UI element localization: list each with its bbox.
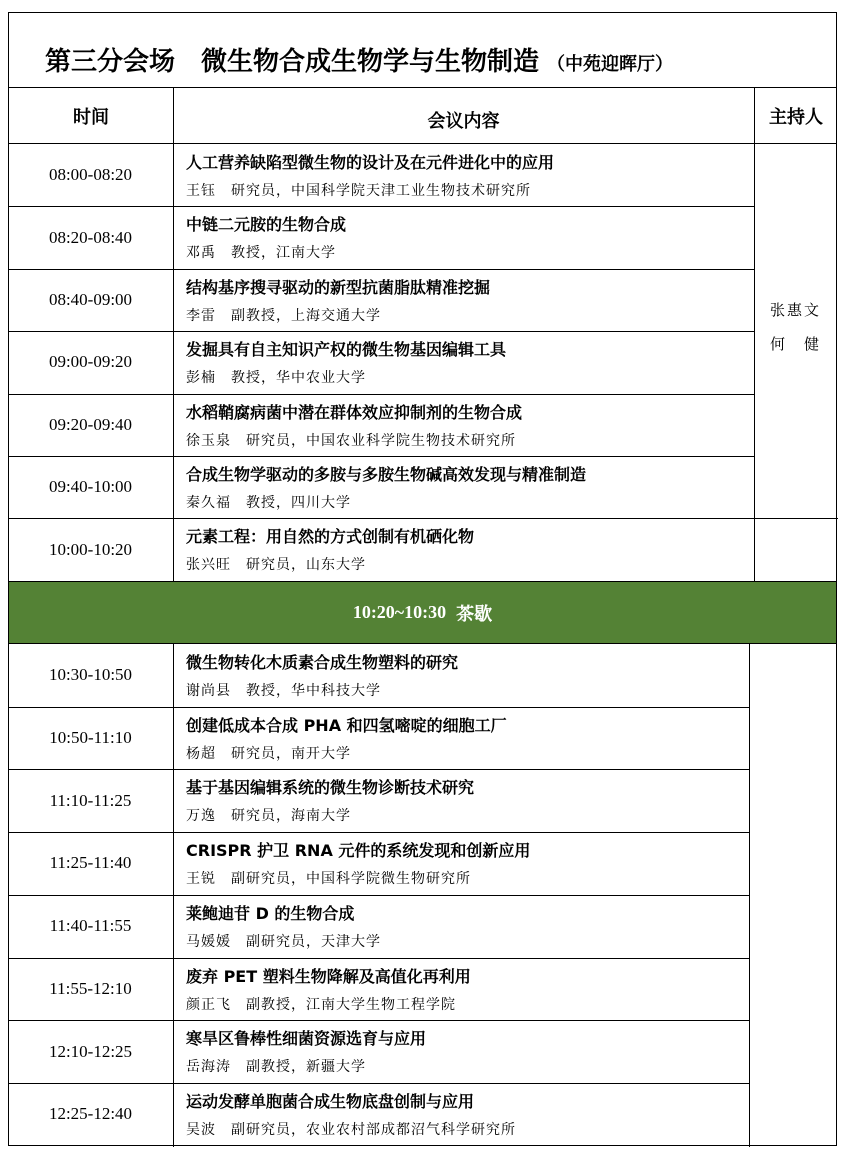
row-divider <box>754 518 838 519</box>
column-divider <box>173 644 174 1147</box>
host-names <box>754 293 837 361</box>
talk-title: 创建低成本合成 PHA 和四氢嘧啶的细胞工厂 <box>186 715 507 735</box>
talk-title: 微生物转化木质素合成生物塑料的研究 <box>186 653 459 672</box>
schedule-table <box>8 12 837 1146</box>
host-name: 何 健 <box>769 335 821 353</box>
talk-title: 莱鲍迪苷 D 的生物合成 <box>186 903 355 923</box>
tea-break-label: 茶歇 <box>456 603 493 625</box>
talk-title: 废弃 PET 塑料生物降解及高值化再利用 <box>186 966 471 986</box>
talk-speaker: 徐玉泉 研究员，中国农业科学院生物技术研究所 <box>186 432 516 449</box>
time-slot: 11:10-11:25 <box>49 790 132 810</box>
column-header-row <box>9 88 836 144</box>
row-divider <box>9 769 749 770</box>
column-divider <box>173 88 174 581</box>
time-slot: 08:20-08:40 <box>48 227 133 247</box>
talk-title: 水稻鞘腐病菌中潜在群体效应抑制剂的生物合成 <box>186 402 523 422</box>
talk-speaker: 王锐 副研究员，中国科学院微生物研究所 <box>186 871 471 888</box>
row-divider <box>9 331 754 332</box>
talk-speaker: 秦久福 教授，四川大学 <box>186 495 351 511</box>
venue-label: （中苑迎晖厅） <box>547 54 674 75</box>
talk-title: 元素工程：用自然的方式创制有机硒化物 <box>186 527 475 547</box>
time-slot: 11:55-12:10 <box>49 978 132 998</box>
talk-title: 寒旱区鲁棒性细菌资源选育与应用 <box>186 1029 427 1049</box>
time-slot: 10:30-10:50 <box>48 665 133 685</box>
tea-break-row <box>9 581 836 644</box>
time-slot: 10:50-11:10 <box>49 728 132 748</box>
title-row <box>9 13 836 88</box>
time-slot: 11:40-11:55 <box>49 916 132 936</box>
talk-title: 中链二元胺的生物合成 <box>186 215 347 235</box>
talk-speaker: 马媛媛 副研究员，天津大学 <box>186 933 381 950</box>
talk-speaker: 颜正飞 副教授，江南大学生物工程学院 <box>186 996 456 1013</box>
column-divider <box>754 88 755 581</box>
row-divider <box>9 1020 749 1021</box>
talk-title: 运动发酵单胞菌合成生物底盘创制与应用 <box>186 1091 475 1111</box>
host-name: 张惠文 <box>769 301 821 319</box>
session-title <box>45 41 673 78</box>
talk-title: 结构基序搜寻驱动的新型抗菌脂肽精准挖掘 <box>186 277 491 297</box>
time-slot: 12:25-12:40 <box>48 1104 133 1124</box>
talk-title: 合成生物学驱动的多胺与多胺生物碱高效发现与精准制造 <box>186 465 587 484</box>
column-header-time: 时间 <box>73 107 109 128</box>
column-header-host: 主持人 <box>769 107 823 128</box>
row-divider <box>9 832 749 833</box>
time-slot: 08:00-08:20 <box>48 165 133 185</box>
row-divider <box>9 206 754 207</box>
column-header-content: 会议内容 <box>427 111 500 132</box>
row-divider <box>9 1083 749 1084</box>
row-divider <box>9 394 754 395</box>
talk-speaker: 万逸 研究员，海南大学 <box>186 808 351 825</box>
talk-speaker: 张兴旺 研究员，山东大学 <box>186 557 366 574</box>
session-title-text: 第三分会场 微生物合成生物学与生物制造 <box>45 47 540 77</box>
time-slot: 12:10-12:25 <box>48 1041 133 1061</box>
talk-speaker: 杨超 研究员，南开大学 <box>186 745 351 762</box>
talk-speaker: 岳海涛 副教授，新疆大学 <box>186 1059 366 1076</box>
talk-speaker: 彭楠 教授，华中农业大学 <box>186 370 366 387</box>
talk-title: CRISPR 护卫 RNA 元件的系统发现和创新应用 <box>186 841 531 861</box>
row-divider <box>9 707 749 708</box>
row-divider <box>9 895 749 896</box>
talk-title: 人工营养缺陷型微生物的设计及在元件进化中的应用 <box>186 153 555 172</box>
talk-speaker: 邓禹 教授，江南大学 <box>186 245 336 262</box>
talk-speaker: 吴波 副研究员，农业农村部成都沼气科学研究所 <box>186 1121 516 1138</box>
time-slot: 10:00-10:20 <box>48 539 133 559</box>
time-slot: 11:25-11:40 <box>49 853 132 873</box>
row-divider <box>9 456 754 457</box>
talk-title: 发掘具有自主知识产权的微生物基因编辑工具 <box>186 340 507 360</box>
time-slot: 09:00-09:20 <box>48 352 133 372</box>
talk-speaker: 王钰 研究员，中国科学院天津工业生物技术研究所 <box>186 183 531 199</box>
time-slot: 09:20-09:40 <box>48 414 133 434</box>
row-divider <box>9 518 754 519</box>
row-divider <box>9 958 749 959</box>
talk-speaker: 谢尚县 教授，华中科技大学 <box>186 683 381 699</box>
tea-break-time: 10:20~10:30 <box>352 602 447 622</box>
talk-title: 基于基因编辑系统的微生物诊断技术研究 <box>186 778 475 798</box>
row-divider <box>9 269 754 270</box>
time-slot: 09:40-10:00 <box>48 477 133 497</box>
column-divider <box>749 644 750 1147</box>
time-slot: 08:40-09:00 <box>48 289 133 309</box>
talk-speaker: 李雷 副教授，上海交通大学 <box>186 307 381 324</box>
